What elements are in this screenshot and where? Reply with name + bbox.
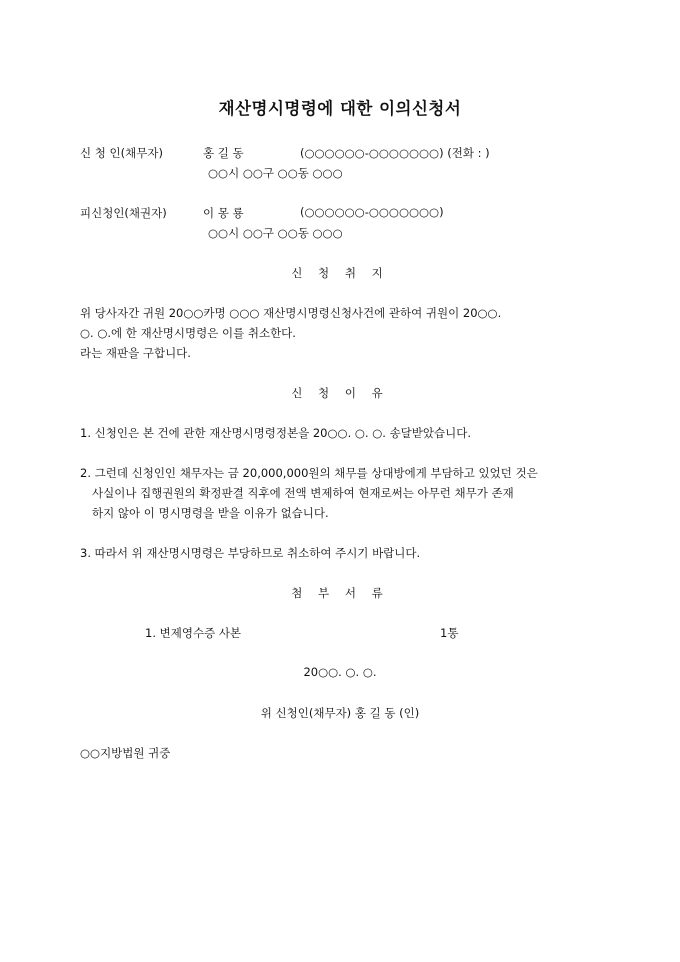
applicant-role-label: 신 청 인(채무자) xyxy=(80,146,163,160)
applicant-address: ○○시 ○○구 ○○동 ○○○ xyxy=(208,166,343,180)
purpose-line-1: 위 당사자간 귀원 20○○카명 ○○○ 재산명시명령신청사건에 관하여 귀원이 20○○. xyxy=(80,306,502,320)
respondent-id: (○○○○○○-○○○○○○○) xyxy=(300,205,444,219)
purpose-heading: 신 청 취 지 xyxy=(291,266,389,280)
applicant-name: 홍 길 동 xyxy=(203,146,244,160)
reason-heading: 신 청 이 유 xyxy=(291,386,389,400)
applicant-id-phone: (○○○○○○-○○○○○○○) (전화 : ) xyxy=(300,146,490,160)
respondent-address: ○○시 ○○구 ○○동 ○○○ xyxy=(208,226,343,240)
court-addressee: ○○지방법원 귀중 xyxy=(80,746,171,760)
attachments-heading: 첨 부 서 류 xyxy=(291,586,389,600)
attachment-item-1-count: 1통 xyxy=(440,626,459,640)
respondent-name: 이 몽 룡 xyxy=(203,206,244,220)
reason-item-2-line-1: 2. 그런데 신청인인 채무자는 금 20,000,000원의 채무를 상대방에게 부담하고 있었던 것은 xyxy=(80,466,538,480)
signature-line: 위 신청인(채무자) 홍 길 동 (인) xyxy=(260,706,420,720)
purpose-line-2: ○. ○.에 한 재산명시명령은 이를 취소한다. xyxy=(80,326,296,340)
purpose-line-3: 라는 재판을 구합니다. xyxy=(80,346,191,360)
attachment-item-1-label: 1. 변제영수증 사본 xyxy=(145,626,242,640)
document-date: 20○○. ○. ○. xyxy=(303,665,377,679)
respondent-role-label: 피신청인(채권자) xyxy=(80,206,167,220)
document-title: 재산명시명령에 대한 이의신청서 xyxy=(218,99,462,118)
reason-item-1: 1. 신청인은 본 건에 관한 재산명시명령정본을 20○○. ○. ○. 송달받았습니다. xyxy=(80,426,471,440)
reason-item-3: 3. 따라서 위 재산명시명령은 부당하므로 취소하여 주시기 바랍니다. xyxy=(80,546,421,560)
reason-item-2-line-2: 사실이나 집행권원의 확정판결 직후에 전액 변제하여 현재로써는 아무런 채무가 존재 xyxy=(92,486,514,500)
reason-item-2-line-3: 하지 않아 이 명시명령을 받을 이유가 없습니다. xyxy=(92,506,329,520)
